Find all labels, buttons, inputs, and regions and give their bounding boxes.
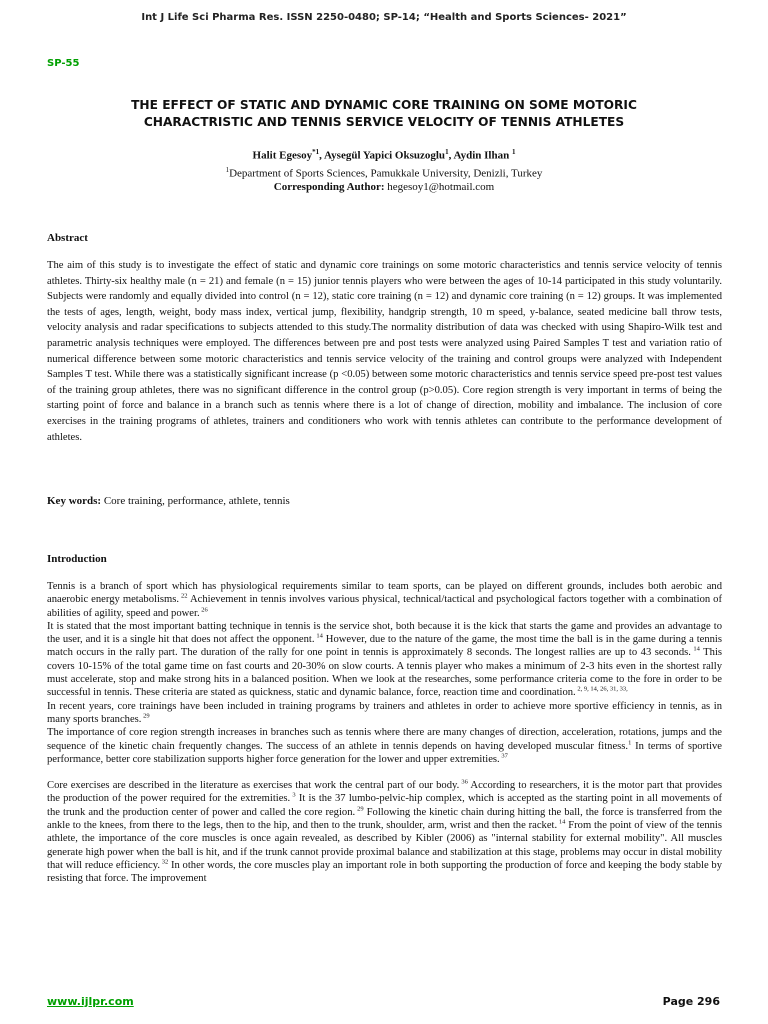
intro-paragraph-4 xyxy=(47,726,722,766)
intro-p5-text-c: It is the 37 lumbo-pelvic-hip complex, which is accepted as the starting point in all movements of the trunk and the production center of power and called the core region. xyxy=(47,793,723,818)
intro-paragraph-3 xyxy=(47,700,722,727)
running-header: Int J Life Sci Pharma Res. ISSN 2250-0480; SP-14; “Health and Sports Sciences- 2021” xyxy=(141,12,627,23)
citation: 29 xyxy=(355,805,364,813)
author-1-sup: *1 xyxy=(312,148,320,156)
abstract-heading: Abstract xyxy=(47,232,88,244)
citation: 37 xyxy=(499,752,508,760)
introduction-body xyxy=(47,580,722,886)
citation: 2, 9, 14, 26, 31, 33, xyxy=(575,685,628,693)
citation: 32 xyxy=(159,858,169,866)
author-2: Aysegül Yapici Oksuzoglu xyxy=(324,149,446,162)
citation: 29 xyxy=(141,712,150,720)
keywords xyxy=(47,495,290,507)
intro-p5-text-b: According to researchers, it is the motor part that provides the production of the power required for the extremities. xyxy=(47,780,722,805)
author-names: Halit Egesoy$^{*1}$, Aysegül Yapici Oksuzoglu$^1$, Aydin Ilhan $^1$ xyxy=(252,148,516,162)
corresponding-label: Corresponding Author: xyxy=(273,181,385,194)
author-2-sup: 1 xyxy=(445,148,449,156)
citation: 36 xyxy=(459,778,468,786)
citation: 1 xyxy=(628,739,632,747)
author-block xyxy=(0,145,768,194)
journal-url-link[interactable]: www.ijlpr.com xyxy=(47,995,134,1008)
intro-p5-text-d: Following the kinetic chain during hitting the ball, the force is transferred from the ankle to the knees, from there to the legs, then to the hip, and then to the trunk, shoulder, arm, wrist and then the racket. xyxy=(47,806,722,832)
author-3: Aydin Ilhan xyxy=(453,149,510,162)
intro-p5-text-e: From the point of view of the tennis athlete, the importance of the core muscles is once again revealed, as described by Kibler (2006) as "internal stability for external mobility". All muscles generate high power when the ball is hit, and if the trunk cannot provide proximal balance and stabilization at this stage, problems may occur in distal mobility that will reduce efficiency. xyxy=(47,820,722,871)
affiliation-sup: 1 xyxy=(225,165,230,174)
citation: 26 xyxy=(199,606,208,614)
citation: 14 xyxy=(314,632,323,640)
intro-p5-text-f: In other words, the core muscles play an important role in both supporting the production of force and keeping the body stable by resisting that force. The improvement xyxy=(47,859,723,885)
intro-p2-text-b: However, due to the nature of the game, the most time the ball is in the game during a tennis match occurs in the rally part. The duration of the rally for one point in tennis is approximately 8 seconds. The longest rallies are up to 43 seconds. xyxy=(47,634,723,659)
intro-p2-text-a: It is stated that the most important batting technique in tennis is the service shot, both because it is the kick that starts the game and provides an advantage to the user, and it is a single hit that does not affect the opponent. xyxy=(47,620,722,646)
intro-paragraph-1 xyxy=(47,580,722,620)
affiliation-text: Department of Sports Sciences, Pamukkale University, Denizli, Turkey xyxy=(229,167,543,180)
corresponding-author xyxy=(0,180,768,194)
intro-p1-text-a: Tennis is a branch of sport which has physiological requirements similar to team sports, can be played on different grounds, includes both aerobic and anaerobic energy metabolisms. xyxy=(47,581,722,606)
author-3-sup: 1 xyxy=(511,148,516,156)
corresponding-email[interactable]: hegesoy1@hotmail.com xyxy=(387,181,495,194)
intro-p3-text-a: In recent years, core trainings have been included in training programs by trainers and athletes in order to achieve more sportive efficiency in tennis, as in many sports branches. xyxy=(47,700,722,725)
affiliation xyxy=(0,163,768,181)
intro-p4-text-b: In terms of sportive performance, better core stabilization supports higher force generation for the lower and upper extremities. xyxy=(47,740,722,765)
title-line-1: THE EFFECT OF STATIC AND DYNAMIC CORE TRAINING ON SOME MOTORIC xyxy=(131,98,637,112)
abstract-text: The aim of this study is to investigate the effect of static and dynamic core trainings on some motoric characteristics and tennis service velocity of tennis athletes. Thirty-six healthy male (n = 21) and female (n = 15) junior tennis players who were between the ages of 10-14 participated in this study voluntarily. Subjects were randomly and equally divided into control (n = 12), static core training (n = 12) and dynamic core training (n = 12) groups. It was implemented the tests of ages, length, weight, body mass index, vertical jump, flexibility, handgrip strength, 10 m speed, y-balance, seated medicine ball throw tests, velocity analysis and radar specifications to subjects attended to this study.The normality distribution of data was checked with using Shapiro-Wilk test and parametric analysis techniques were employed. The differences between pre and post tests were analyzed using Paired Samples T test and variation ratio of numerical difference between some motoric characteristics and tennis service velocity of the training and control groups were analyzed with Independent Samples T test. While there was a statistically significant increase (p <0.05) between some motoric characteristics and tennis service speed pre-post test values of the training group athletes, there was no significant difference in the control group (p>0.05). Core region strength is very important in terms of being the starting point of force and balance in a branch such as tennis where there is a lot of change of direction, mobility and imbalance. The inclusion of core exercises in the training programs of athletes, trainers and conditioners who work with tennis athletes can contribute to the performance development of athletes. xyxy=(47,260,722,443)
intro-p2-text-c: This covers 10-15% of the total game time on fast courts and 20-30% on slow courts. A tennis player who makes a minimum of 2-3 hits even in the shortest rally must accelerate, stop and make strong hits in a balanced position. When we look at the researches, some performance criteria come to the fore in order to be successful in tennis. These criteria are stated as quickness, static and dynamic balance, force, reaction time and coordination. xyxy=(47,647,723,699)
author-1: Halit Egesoy xyxy=(252,149,313,162)
page-number: Page 296 xyxy=(662,995,720,1008)
title-line-2: CHARACTRISTIC AND TENNIS SERVICE VELOCITY OF TENNIS ATHLETES xyxy=(143,115,625,129)
citation: 14 xyxy=(557,818,566,826)
intro-p4-text-a: The importance of core region strength increases in branches such as tennis where there are many changes of direction, acceleration, rotations, jumps and the sequence of the kinetic chain frequently changes. The success of an athlete in tennis depends on having developed muscular fitness. xyxy=(47,727,722,752)
keywords-text: Core training, performance, athlete, tennis xyxy=(101,495,290,507)
introduction-heading: Introduction xyxy=(47,553,107,565)
citation: 14 xyxy=(690,645,700,653)
citation: 3 xyxy=(290,791,296,799)
keywords-label: Key words: xyxy=(47,495,102,507)
intro-p5-text-a: Core exercises are described in the literature as exercises that work the central part of our body. xyxy=(47,780,460,792)
intro-paragraph-5 xyxy=(47,779,722,885)
intro-paragraph-2 xyxy=(47,620,722,700)
citation: 22 xyxy=(179,592,188,600)
paper-title xyxy=(40,97,728,131)
paper-code: SP-55 xyxy=(47,58,80,69)
intro-p1-text-b: Achievement in tennis involves various physical, technical/tactical and psychological factors together with a combination of abilities of agility, speed and power. xyxy=(47,594,722,619)
